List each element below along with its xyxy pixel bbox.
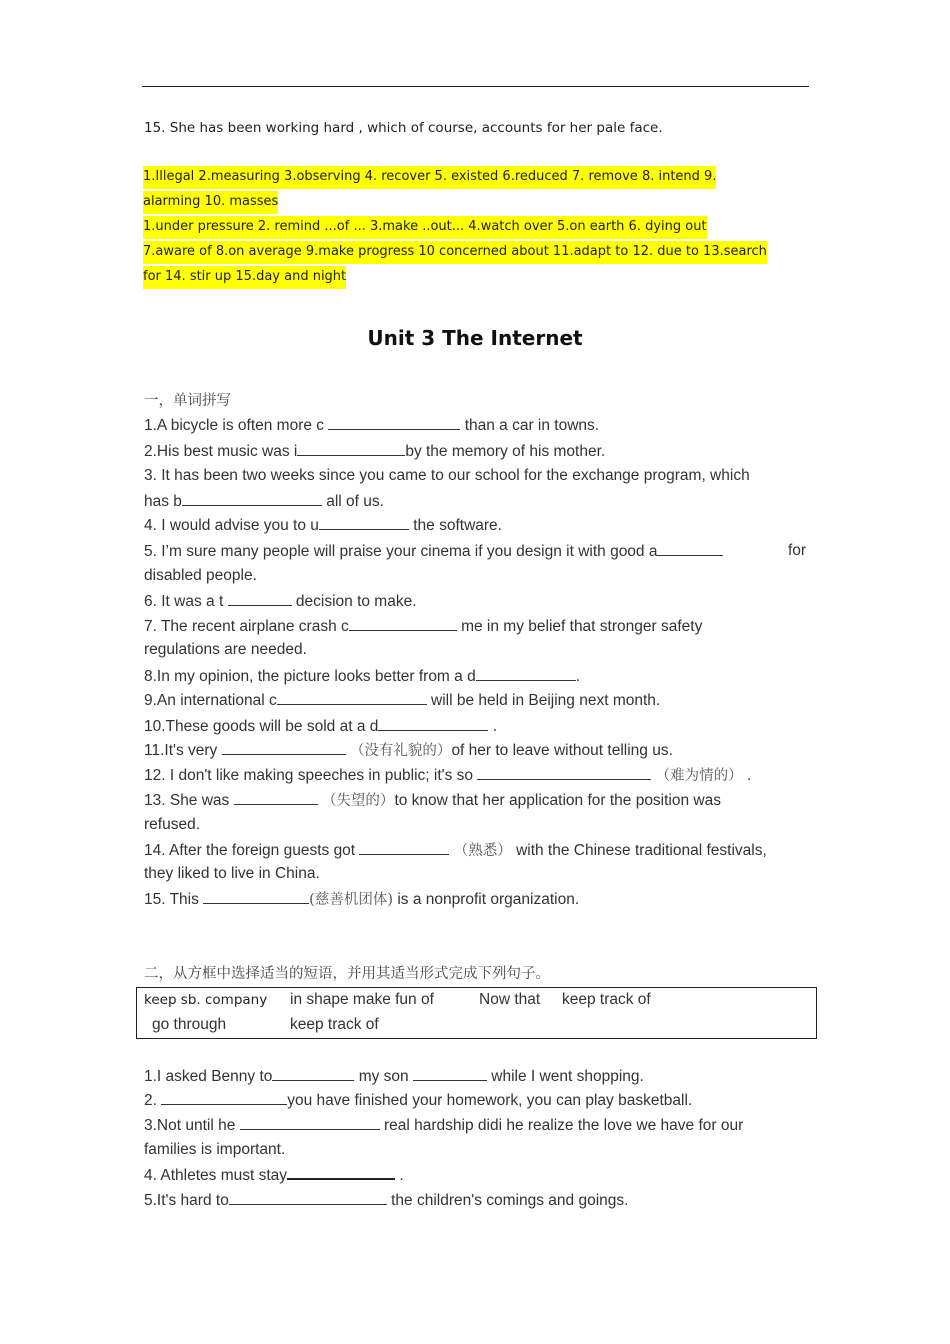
phrase-option: in shape make fun of <box>290 991 434 1008</box>
phrase-option: go through <box>152 1016 227 1033</box>
answer-blank[interactable] <box>182 491 322 506</box>
answer-blank[interactable] <box>277 690 427 705</box>
previous-item-text: 15. She has been working hard , which of course, accounts for her pale face. <box>144 120 663 136</box>
answer-blank[interactable] <box>349 616 457 631</box>
question-13-line-1: 13. She was （失望的）to know that her application for the position was <box>144 792 721 809</box>
answer-key-line-2: alarming 10. masses <box>143 191 278 214</box>
answer-blank[interactable] <box>234 790 318 805</box>
question-12: 12. I don't like making speeches in public; it's so （难为情的） . <box>144 767 752 784</box>
question-3-line-1: 3. It has been two weeks since you came to our school for the exchange program, which <box>144 467 750 484</box>
phrase-question-5: 5.It's hard to the children's comings and goings. <box>144 1192 629 1209</box>
question-11: 11.It's very （没有礼貌的）of her to leave without telling us. <box>144 742 673 759</box>
question-14-line-2: they liked to live in China. <box>144 865 320 882</box>
answer-blank[interactable] <box>161 1090 287 1105</box>
header-rule <box>142 86 809 87</box>
answer-blank[interactable] <box>657 541 723 556</box>
answer-key-line-1: 1.Illegal 2.measuring 3.observing 4. recover 5. existed 6.reduced 7. remove 8. intend 9. <box>143 166 716 189</box>
question-5-line-1: 5. I’m sure many people will praise your cinema if you design it with good a for <box>144 542 807 560</box>
answer-key-line-5: for 14. stir up 15.day and night <box>143 266 346 289</box>
answer-blank[interactable] <box>228 591 292 606</box>
phrase-question-2: 2. you have finished your homework, you can play basketball. <box>144 1092 693 1109</box>
phrase-question-3-line-1: 3.Not until he real hardship didi he realize the love we have for our <box>144 1117 744 1134</box>
question-15: 15. This (慈善机团体) is a nonprofit organization. <box>144 891 580 908</box>
section1-heading: 一，单词拼写 <box>144 393 231 409</box>
answer-blank[interactable] <box>413 1066 487 1081</box>
question-6: 6. It was a t decision to make. <box>144 593 417 610</box>
question-5-line-2: disabled people. <box>144 567 257 584</box>
question-7-line-2: regulations are needed. <box>144 641 307 658</box>
phrase-question-3-line-2: families is important. <box>144 1141 286 1158</box>
phrase-option: keep track of <box>562 991 651 1008</box>
answer-blank[interactable] <box>229 1190 387 1205</box>
answer-blank[interactable] <box>222 740 346 755</box>
answer-blank[interactable] <box>359 840 449 855</box>
question-1: 1.A bicycle is often more c than a car in towns. <box>144 417 600 434</box>
question-3-line-2: has b all of us. <box>144 493 384 510</box>
phrase-question-1: 1.I asked Benny to my son while I went shopping. <box>144 1068 644 1085</box>
question-4: 4. I would advise you to u the software. <box>144 517 502 534</box>
phrase-question-4: 4. Athletes must stay . <box>144 1164 404 1186</box>
section2-heading: 二，从方框中选择适当的短语，并用其适当形式完成下列句子。 <box>144 966 550 982</box>
answer-blank[interactable] <box>203 889 309 904</box>
phrase-option: Now that <box>479 991 541 1008</box>
question-2: 2.His best music was i by the memory of his mother. <box>144 443 606 460</box>
answer-blank[interactable] <box>319 515 409 530</box>
question-13-line-2: refused. <box>144 816 201 833</box>
answer-blank[interactable] <box>287 1164 395 1180</box>
answer-blank[interactable] <box>476 666 576 681</box>
answer-blank[interactable] <box>297 441 405 456</box>
answer-blank[interactable] <box>272 1066 354 1081</box>
answer-blank[interactable] <box>477 765 651 780</box>
answer-blank[interactable] <box>328 415 460 430</box>
answer-blank[interactable] <box>240 1115 380 1130</box>
question-7-line-1: 7. The recent airplane crash c me in my belief that stronger safety <box>144 618 703 635</box>
question-9: 9.An international c will be held in Beijing next month. <box>144 692 661 709</box>
question-10: 10.These goods will be sold at a d . <box>144 718 497 735</box>
unit-title: Unit 3 The Internet <box>367 326 583 350</box>
phrase-option: keep track of <box>290 1016 379 1033</box>
answer-key-line-3: 1.under pressure 2. remind ...of ... 3.make ..out... 4.watch over 5.on earth 6. dying out <box>143 216 707 239</box>
question-14-line-1: 14. After the foreign guests got （熟悉） with the Chinese traditional festivals, <box>144 842 767 859</box>
answer-blank[interactable] <box>378 716 488 731</box>
phrase-option: keep sb. company <box>144 992 268 1008</box>
question-8: 8.In my opinion, the picture looks better from a d . <box>144 668 581 685</box>
phrase-box <box>136 987 817 1039</box>
answer-key-line-4: 7.aware of 8.on average 9.make progress 10 concerned about 11.adapt to 12. due to 13.search <box>143 241 767 264</box>
